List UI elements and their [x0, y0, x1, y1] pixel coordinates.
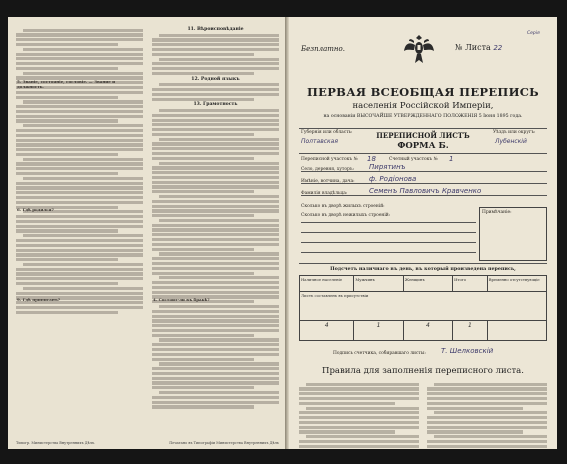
guberniya-label: Губернія или область: [301, 130, 353, 135]
left-text-column-1 [16, 27, 143, 315]
uezd-value: Лубенскій [495, 138, 527, 145]
section-heading: 11. Вѣроисповѣданіе [187, 27, 244, 32]
left-text-column-2 [152, 27, 279, 410]
rules-column-2 [427, 381, 547, 449]
table-cell: 4 [300, 321, 354, 341]
field-label: Село, деревня, хуторъ: [301, 167, 355, 172]
field-value: Пирятинъ [369, 163, 406, 171]
free-label: Безплатно. [301, 45, 345, 53]
field-value: Семенъ Павловичъ Кравченко [369, 187, 482, 195]
uezd-label: Уѣздъ или округъ: [493, 130, 536, 135]
instruction-text-block [16, 29, 143, 314]
divider [299, 128, 547, 129]
table-cell [487, 321, 546, 341]
question-heading: 5. Званіе, состояніе, сословіе. — Звание и должность. [17, 79, 116, 89]
dotted-line [301, 252, 476, 253]
tally-table [299, 275, 547, 341]
table-header: Временно отсутствующіе [487, 276, 546, 292]
field-value: 1 [449, 155, 454, 163]
field-label: Имѣніе, вотчина, дача: [301, 179, 355, 184]
field-value: 18 [367, 155, 376, 163]
table-header: Итого [453, 276, 488, 292]
list-number-block [455, 43, 502, 52]
field-value: ф. Родіонова [369, 175, 417, 183]
list-number-value: 22 [493, 44, 503, 52]
census-title: ПЕРВАЯ ВСЕОБЩАЯ ПЕРЕПИСЬ [307, 85, 539, 99]
instruction-text-block [152, 83, 279, 101]
table-note-cell [300, 292, 547, 321]
question-heading: 9. Гдѣ приписанъ? [17, 297, 61, 302]
additional-label: Сколько въ дворѣ нежилыхъ строеній: [301, 213, 391, 218]
form-title: ПЕРЕПИСНОЙ ЛИСТЪ [376, 131, 470, 140]
census-subtitle: населенія Россійской Имперіи, [352, 101, 494, 111]
instruction-text-block [152, 34, 279, 75]
field-label: Счетный участокъ № [389, 157, 438, 162]
question-heading: 6. Гдѣ родился? [17, 207, 54, 212]
printer-footer-right: Печатано въ Типографіи Министерства Внутреннихъ Дѣлъ [169, 441, 279, 445]
question-heading: 4. Состоит-ли въ бракѣ? [153, 297, 210, 302]
census-authority: на основаніи ВЫСОЧАЙШЕ УТВЕРЖДЕННАГО ПОЛОЖЕНІЯ 5 Іюня 1895 года. [323, 114, 523, 119]
left-page [8, 17, 287, 449]
table-header: Женщинъ [403, 276, 452, 292]
signature-value: Т. Шелковскій [441, 347, 494, 355]
table-cell: 4 [403, 321, 452, 341]
section-heading: 13. Грамотность [193, 102, 238, 108]
dotted-line [301, 242, 476, 243]
instruction-text-block [152, 109, 279, 409]
table-note: Листъ составленъ въ присутствіи [301, 293, 369, 298]
divider [299, 153, 547, 154]
remarks-box [479, 207, 547, 261]
signature-label: Подпись счетчика, собиравшаго листы: [333, 351, 426, 356]
dotted-line [301, 222, 476, 223]
guberniya-value: Полтавская [301, 138, 338, 145]
printer-footer-left: Типогр. Министерства Внутреннихъ Дѣлъ. [16, 441, 96, 445]
housing-label: Сколько въ дворѣ жилыхъ строеній: [301, 204, 385, 209]
field-label: Переписной участокъ № [301, 157, 358, 162]
divider [299, 263, 547, 264]
imperial-eagle-icon [402, 33, 436, 67]
remarks-label: Примѣчаніе: [482, 210, 512, 215]
table-header: Наличное населеніе [300, 276, 354, 292]
tally-table-title: Подсчетъ наличнаго въ день, въ который произведена перепись, [330, 266, 516, 272]
rules-title: Правила для заполненія переписного листа. [322, 366, 524, 376]
form-name: ФОРМА Б. [397, 141, 449, 151]
right-page [289, 17, 557, 449]
corner-note: Серія [527, 31, 540, 36]
table-header: Мужчинъ [354, 276, 403, 292]
table-cell: 1 [453, 321, 488, 341]
list-number-label: № Листа [455, 43, 491, 52]
field-label: Фамилія владѣльца: [301, 191, 348, 196]
dotted-line [301, 232, 476, 233]
rules-column-1 [299, 381, 419, 449]
table-cell: 1 [354, 321, 403, 341]
section-heading: 12. Родной языкъ [191, 76, 240, 82]
